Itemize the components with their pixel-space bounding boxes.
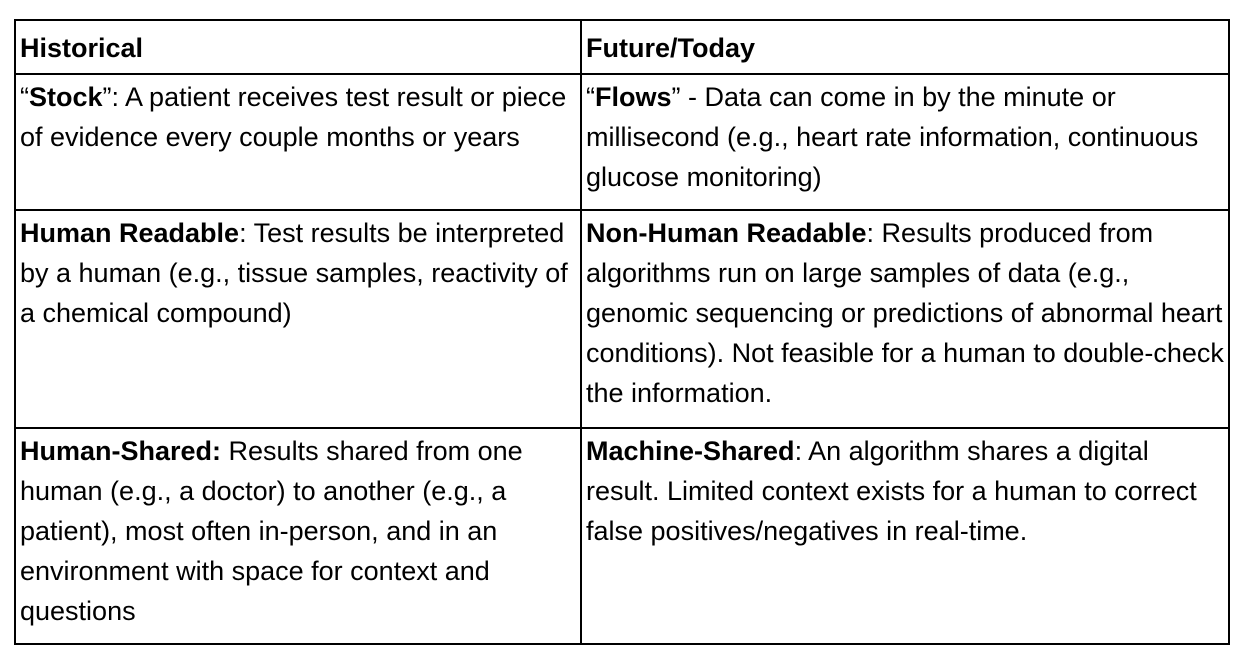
cell-text: : Test results be interpreted by a human (e.g., tissue samples, reactivity of a chemical compound) <box>20 218 568 328</box>
cell-historical-human-readable <box>15 210 581 428</box>
table-row <box>15 428 1229 644</box>
cell-future-machine-shared <box>581 428 1229 644</box>
cell-text: Results shared from one human (e.g., a doctor) to another (e.g., a patient), most often in-person, and in an environment with space for context and questions <box>20 436 523 626</box>
header-row <box>15 20 1229 74</box>
cell-term: Machine-Shared <box>586 436 795 466</box>
cell-prefix: “ <box>586 82 595 112</box>
table-row <box>15 74 1229 210</box>
cell-term: Stock <box>29 82 103 112</box>
cell-text: : An algorithm shares a digital result. Limited context exists for a human to correct false positives/negatives in real-time. <box>586 436 1197 546</box>
cell-future-flows <box>581 74 1229 210</box>
cell-prefix: “ <box>20 82 29 112</box>
cell-text: : Results produced from algorithms run on large samples of data (e.g., genomic sequencing or predictions of abnormal heart conditions). Not feasible for a human to double-check the information. <box>586 218 1224 408</box>
cell-term: Non-Human Readable <box>586 218 867 248</box>
cell-historical-human-shared <box>15 428 581 644</box>
cell-historical-stock <box>15 74 581 210</box>
cell-term: Human Readable <box>20 218 240 248</box>
comparison-table <box>14 19 1230 645</box>
cell-future-non-human-readable <box>581 210 1229 428</box>
header-future-today: Future/Today <box>581 20 1229 74</box>
cell-text: ”: A patient receives test result or piece of evidence every couple months or years <box>20 82 567 152</box>
table-row <box>15 210 1229 428</box>
header-historical: Historical <box>15 20 581 74</box>
cell-term: Human-Shared: <box>20 436 222 466</box>
cell-term: Flows <box>595 82 672 112</box>
cell-text: ” - Data can come in by the minute or millisecond (e.g., heart rate information, continuous glucose monitoring) <box>586 82 1199 192</box>
